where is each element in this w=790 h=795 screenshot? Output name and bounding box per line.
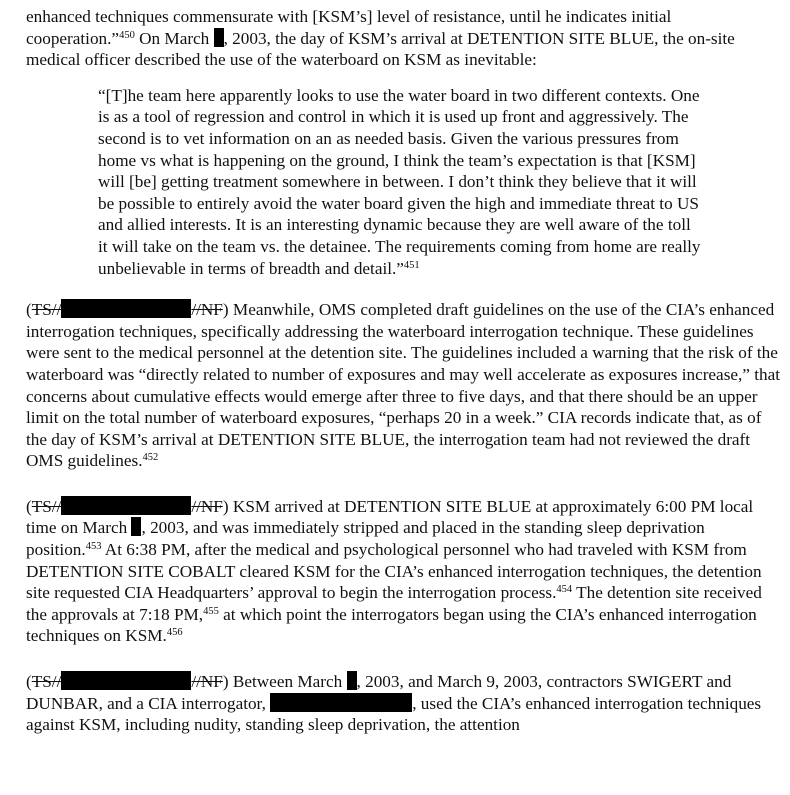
redaction-date	[347, 671, 357, 690]
paragraph-ksm-arrival	[26, 496, 780, 647]
classification-nf: //NF	[191, 300, 223, 320]
quote-text: “[T]he team here apparently looks to use the water board in two different contexts. One is as a tool of regression and control in which it is used up front and aggressively. The second is to vet information on an as needed basis. Given the various pressures from home vs what is happening on the ground, I think the team’s expectation is that [KSM] will [be] getting treatment somewhere in between. I don’t think they believe that it will be possible to entirely avoid the water board given the high and immediate threat to US and allied interests. It is an interesting dynamic because they are well aware of the toll it will take on the team vs. the detainee. The requirements coming from home are really unbelievable in terms of breadth and detail.”	[98, 85, 701, 278]
classification-marking: (TS// //NF)	[26, 672, 229, 692]
paragraph-oms-text: Meanwhile, OMS completed draft guidelines on the use of the CIA’s enhanced interrogation techniques, specifically addressing the waterboard interrogation technique. These guidelines were sent to the medical personnel at the detention site. The guidelines included a warning that the risk of the waterboard was “directly related to number of exposures and may well accelerate as exposures increase,” that concerns about cumulative effects would emerge after three to five days, and that there should be an upper limit on the total number of waterboard exposures, “perhaps 20 in a week.” CIA records indicate that, as of the day of KSM’s arrival at DETENTION SITE BLUE, the interrogation team had not reviewed the draft OMS guidelines.	[26, 300, 781, 471]
classification-ts: TS//	[31, 672, 62, 692]
footnote-ref-451: 451	[403, 259, 420, 271]
medical-officer-quote	[98, 85, 702, 279]
footnote-ref-455: 455	[203, 605, 219, 617]
classification-ts: TS//	[31, 300, 62, 320]
classification-ts: TS//	[31, 496, 62, 516]
paragraph-intro	[26, 6, 780, 71]
footnote-ref-452: 452	[142, 452, 159, 464]
footnote-ref-453: 453	[85, 541, 102, 553]
paragraph-contractors-text-a: Between March	[228, 672, 347, 692]
paragraph-contractors-text-b: , 2003, and March 9, 2003, contractors SWIGERT and DUNBAR, and a CIA interrogator,	[26, 672, 732, 713]
redaction-date	[214, 28, 224, 47]
paragraph-intro-text-a: enhanced techniques commensurate with [KSM’s] level of resistance, until he indicates initial cooperation.”	[26, 7, 672, 48]
footnote-ref-456: 456	[166, 627, 183, 639]
paragraph-intro-text-c: , 2003, the day of KSM’s arrival at DETENTION SITE BLUE, the on-site medical officer described the use of the waterboard on KSM as inevitable:	[26, 28, 735, 70]
redaction-interrogator-name	[270, 693, 412, 712]
redaction-classification	[61, 496, 191, 515]
redaction-classification	[61, 671, 191, 690]
paragraph-arrival-text-d: The detention site received the approvals at 7:18 PM,	[26, 583, 762, 624]
paragraph-contractors-text-c: , used the CIA’s enhanced interrogation techniques against KSM, including nudity, standing sleep deprivation, the attention	[26, 693, 762, 735]
classification-marking: (TS// //NF)	[26, 496, 229, 516]
paragraph-intro-text-b: On March	[134, 28, 214, 48]
classification-nf: //NF	[191, 496, 223, 516]
redaction-classification	[61, 299, 191, 318]
classification-nf: //NF	[191, 672, 223, 692]
paragraph-oms-guidelines	[26, 299, 780, 472]
paragraph-arrival-text-c: At 6:38 PM, after the medical and psychological personnel who had traveled with KSM from DETENTION SITE COBALT cleared KSM for the CIA’s enhanced interrogation techniques, the detention site requested CIA Headquarters’ approval to begin the interrogation process.	[26, 540, 762, 603]
footnote-ref-454: 454	[556, 584, 573, 596]
paragraph-arrival-text-e: at which point the interrogators began using the CIA’s enhanced interrogation techniques on KSM.	[26, 604, 757, 646]
paragraph-arrival-text-a: KSM arrived at DETENTION SITE BLUE at approximately 6:00 PM local time on March	[26, 496, 754, 538]
paragraph-contractors	[26, 671, 780, 736]
classification-marking: (TS// //NF)	[26, 300, 229, 320]
paragraph-arrival-text-b: , 2003, and was immediately stripped and placed in the standing sleep deprivation position.	[26, 518, 705, 560]
redaction-date	[131, 517, 141, 536]
footnote-ref-450: 450	[119, 29, 135, 41]
